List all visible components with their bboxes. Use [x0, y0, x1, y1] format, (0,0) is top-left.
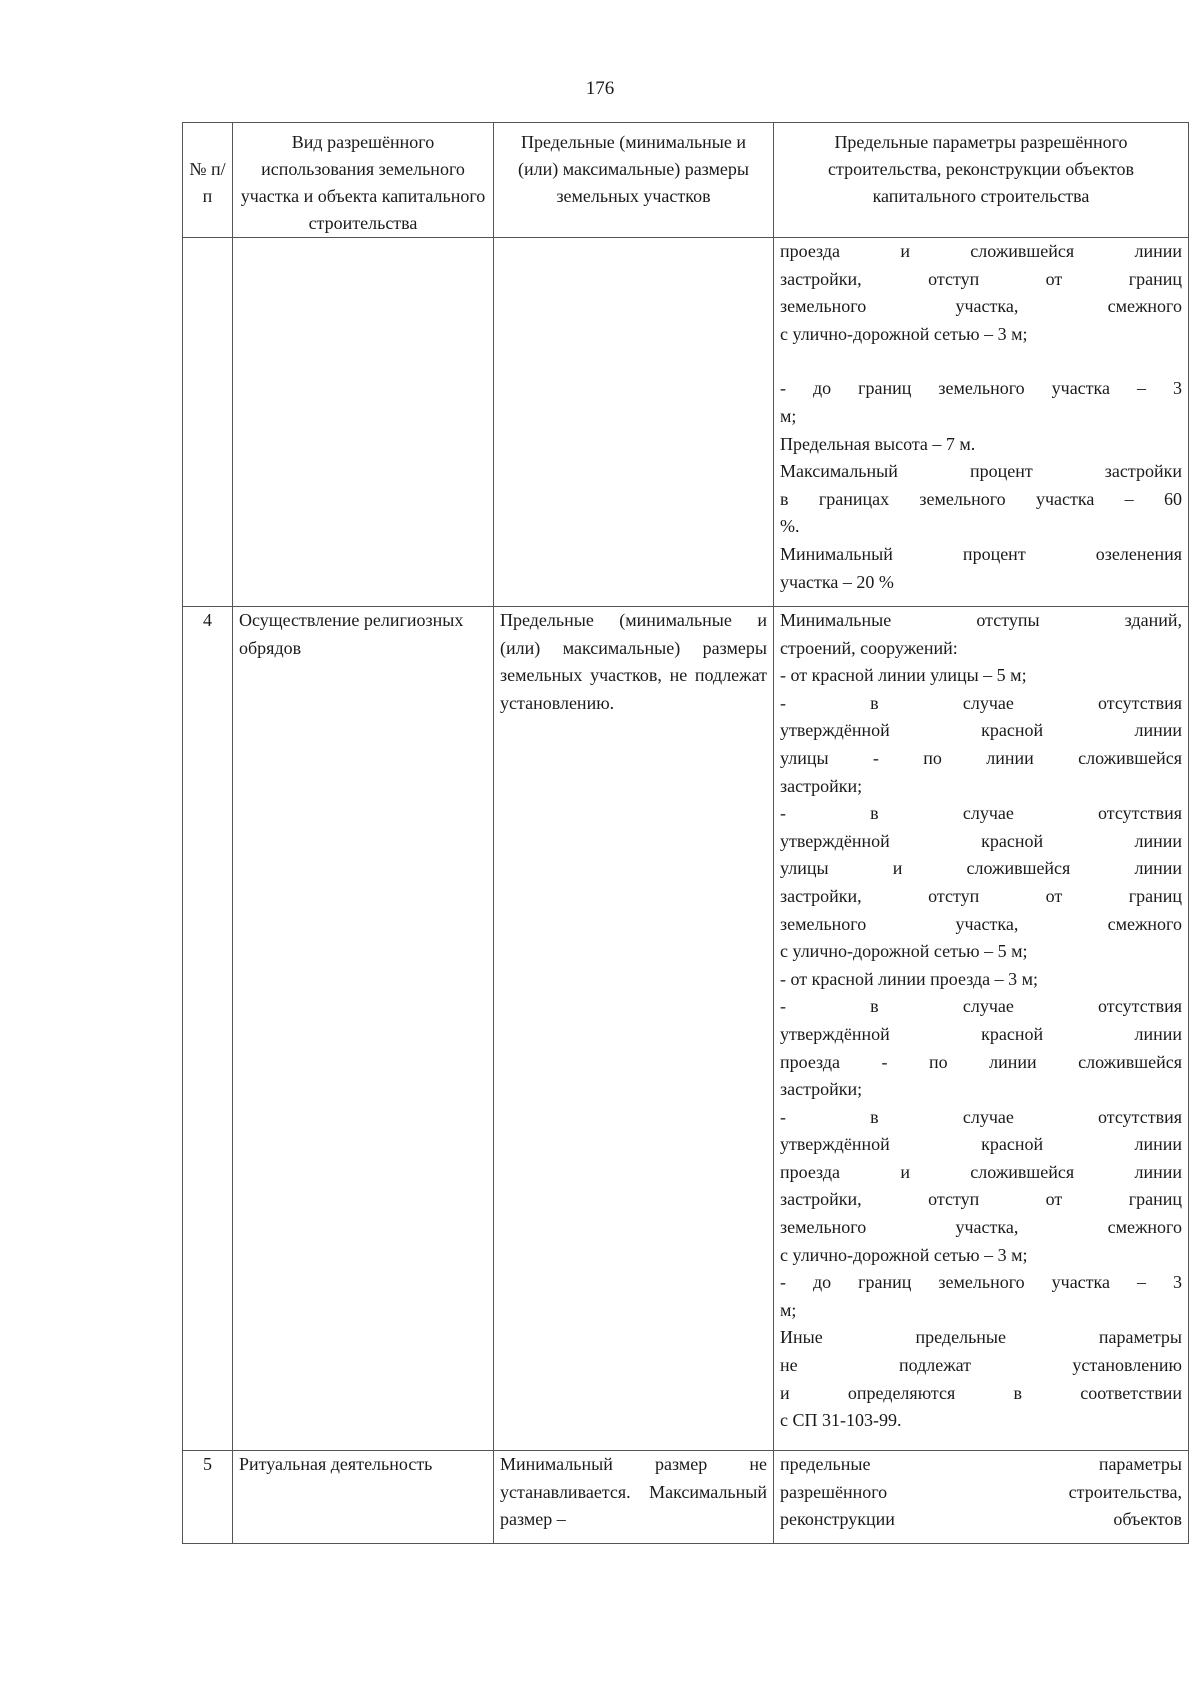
param-line: с СП 31-103-99.	[780, 1410, 902, 1431]
param-line: улицы и сложившейся линии	[780, 858, 1182, 879]
table-row-continuation	[183, 238, 1189, 607]
param-line: участка – 20 %	[780, 571, 894, 592]
header-plot-size: Предельные (минимальные и (или) максимальные) размеры земельных участков	[494, 123, 774, 238]
cell-build-params	[774, 238, 1189, 607]
param-line: в границах земельного участка – 60	[780, 488, 1182, 509]
param-line: утверждённой красной линии	[780, 720, 1182, 741]
param-line: застройки, отступ от границ	[780, 268, 1182, 289]
header-use-type: Вид разрешённого использования земельного участка и объекта капитального строительства	[233, 123, 494, 238]
param-line: проезда - по линии сложившейся	[780, 1051, 1182, 1072]
param-line: и определяются в соответствии	[780, 1382, 1182, 1403]
param-line: застройки;	[780, 1079, 863, 1100]
cell-number	[183, 238, 233, 607]
cell-number: 5	[183, 1451, 233, 1544]
table-row	[183, 1451, 1189, 1544]
cell-plot-size: Предельные (минимальные и (или) максимальные) размеры земельных участков, не подлежат установлению.	[494, 607, 774, 1451]
header-number: № п/п	[183, 123, 233, 238]
param-line: %.	[780, 516, 800, 537]
param-line: Максимальный процент застройки	[780, 461, 1182, 482]
cell-plot-size: Минимальный размер не устанавливается. Максимальный размер –	[494, 1451, 774, 1544]
param-line: м;	[780, 1299, 797, 1320]
param-line	[780, 348, 1182, 375]
table-header-row	[183, 123, 1189, 238]
param-line: - до границ земельного участка – 3	[780, 1272, 1182, 1293]
param-line: реконструкции объектов	[780, 1509, 1182, 1530]
param-line: - в случае отсутствия	[780, 692, 1182, 713]
cell-use-type: Осуществление религиозных обрядов	[233, 607, 494, 1451]
cell-plot-size	[494, 238, 774, 607]
param-line: м;	[780, 405, 797, 426]
param-line: с улично-дорожной сетью – 3 м;	[780, 323, 1028, 344]
page-number: 176	[585, 78, 615, 99]
table-row	[183, 607, 1189, 1451]
cell-build-params	[774, 1451, 1189, 1544]
cell-use-type: Ритуальная деятельность	[233, 1451, 494, 1544]
param-line: - в случае отсутствия	[780, 996, 1182, 1017]
cell-number: 4	[183, 607, 233, 1451]
param-line: застройки, отступ от границ	[780, 885, 1182, 906]
param-line: - от красной линии улицы – 5 м;	[780, 665, 1027, 686]
header-build-params: Предельные параметры разрешённого строительства, реконструкции объектов капитального строительства	[774, 123, 1189, 238]
param-line: проезда и сложившейся линии	[780, 241, 1182, 261]
param-line: Иные предельные параметры	[780, 1327, 1182, 1348]
cell-use-type	[233, 238, 494, 607]
param-line: - в случае отсутствия	[780, 803, 1182, 824]
param-line: с улично-дорожной сетью – 5 м;	[780, 941, 1028, 962]
param-line: земельного участка, смежного	[780, 296, 1182, 317]
param-line: улицы - по линии сложившейся	[780, 747, 1182, 768]
param-line: предельные параметры	[780, 1454, 1182, 1474]
param-line: строений, сооружений:	[780, 637, 958, 658]
param-line: разрешённого строительства,	[780, 1481, 1182, 1502]
param-line: - в случае отсутствия	[780, 1106, 1182, 1127]
land-use-table	[182, 122, 1189, 1544]
param-line: проезда и сложившейся линии	[780, 1161, 1182, 1182]
param-line: утверждённой красной линии	[780, 1023, 1182, 1044]
param-line: Минимальные отступы зданий,	[780, 610, 1182, 630]
param-line: с улично-дорожной сетью – 3 м;	[780, 1244, 1028, 1265]
param-line: застройки;	[780, 775, 863, 796]
param-line: утверждённой красной линии	[780, 830, 1182, 851]
param-line: - от красной линии проезда – 3 м;	[780, 968, 1039, 989]
param-line: Минимальный процент озеленения	[780, 543, 1182, 564]
param-line: застройки, отступ от границ	[780, 1189, 1182, 1210]
param-line: земельного участка, смежного	[780, 1217, 1182, 1238]
cell-build-params	[774, 607, 1189, 1451]
param-line: Предельная высота – 7 м.	[780, 433, 976, 454]
param-line: не подлежат установлению	[780, 1355, 1182, 1376]
param-line: земельного участка, смежного	[780, 913, 1182, 934]
param-line: - до границ земельного участка – 3	[780, 378, 1182, 399]
param-line: утверждённой красной линии	[780, 1134, 1182, 1155]
